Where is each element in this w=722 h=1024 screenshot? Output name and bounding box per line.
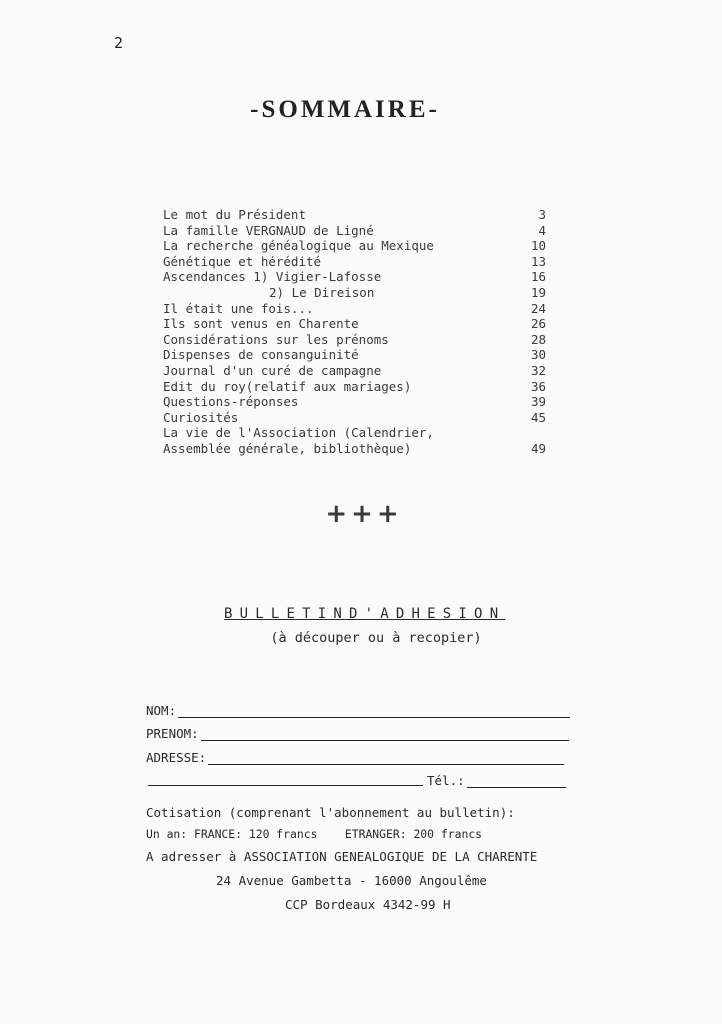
toc-entry-title: Génétique et hérédité (163, 253, 322, 269)
cotisation-text: Cotisation (comprenant l'abonnement au bulletin): (146, 805, 515, 820)
toc-entry-page: 3 (538, 207, 546, 222)
page-title: -SOMMAIRE- (250, 96, 440, 123)
bulletin-subtitle: (à découper ou à recopier) (270, 630, 482, 646)
prenom-label: PRENOM: (146, 726, 199, 741)
prenom-field[interactable] (146, 726, 569, 741)
page-number: 2 (114, 34, 124, 52)
separator-crosses: +++ (325, 499, 403, 529)
toc-entry-title: Dispenses de consanguinité (163, 347, 359, 363)
toc-entry-page: 10 (530, 238, 546, 254)
toc-entry-title: La vie de l'Association (Calendrier, (163, 425, 434, 441)
toc-entry-title: La famille VERGNAUD de Ligné (163, 222, 374, 238)
nom-line[interactable] (178, 705, 570, 718)
toc-entry-page: 39 (530, 394, 546, 410)
toc-entry-page: 26 (530, 316, 546, 332)
toc-entry (163, 254, 546, 270)
toc-entry (163, 441, 546, 457)
toc-entry-title: Le mot du Président (163, 207, 306, 222)
toc-entry-title: Il était une fois... (163, 300, 314, 316)
toc-entry-title: Ils sont venus en Charente (163, 316, 359, 332)
table-of-contents (163, 207, 546, 457)
adresse-line[interactable] (208, 752, 564, 765)
toc-entry (163, 332, 546, 348)
adresse-field[interactable] (146, 750, 564, 765)
toc-entry (163, 223, 546, 239)
address-line2-line[interactable] (148, 773, 423, 786)
toc-entry (163, 379, 546, 395)
toc-entry-page: 36 (530, 378, 546, 394)
address-line2-field[interactable] (146, 773, 423, 786)
toc-entry-title: 2) Le Direison (269, 284, 375, 300)
toc-entry-page: 32 (530, 362, 546, 378)
toc-entry-title: Journal d'un curé de campagne (163, 362, 382, 378)
toc-entry (163, 394, 546, 410)
toc-entry (163, 410, 546, 426)
toc-entry-title: Edit du roy(relatif aux mariages) (163, 378, 412, 394)
toc-entry (163, 238, 546, 254)
ccp-text: CCP Bordeaux 4342-99 H (285, 897, 451, 912)
toc-entry-page: 19 (530, 284, 546, 300)
tarifs-text: Un an: FRANCE: 120 francs ETRANGER: 200 francs (146, 827, 483, 841)
toc-entry-page (516, 425, 546, 441)
toc-entry (163, 363, 546, 379)
toc-entry-page: 45 (530, 409, 546, 425)
toc-entry-title: La recherche généalogique au Mexique (163, 238, 434, 254)
toc-entry-title: Assemblée générale, bibliothèque) (163, 440, 412, 456)
toc-entry-page: 4 (538, 222, 546, 238)
postal-address: 24 Avenue Gambetta - 16000 Angoulême (216, 873, 487, 888)
bulletin-title: BULLETIND'ADHESION (224, 606, 506, 622)
toc-entry-page: 28 (530, 331, 546, 347)
tel-line[interactable] (467, 775, 566, 788)
toc-entry-page: 30 (530, 347, 546, 363)
toc-entry (163, 301, 546, 317)
prenom-line[interactable] (201, 728, 569, 741)
nom-field[interactable] (146, 703, 570, 718)
toc-entry-title: Considérations sur les prénoms (163, 331, 389, 347)
tel-label: Tél.: (427, 773, 465, 788)
toc-entry (163, 285, 546, 301)
toc-entry (163, 425, 546, 441)
toc-entry (163, 207, 546, 223)
toc-entry-page: 16 (530, 269, 546, 285)
adresse-label: ADRESSE: (146, 750, 207, 765)
tel-field[interactable] (427, 773, 566, 788)
toc-entry-title: Questions-réponses (163, 394, 299, 410)
toc-entry (163, 316, 546, 332)
toc-entry-title: Curiosités (163, 409, 239, 425)
nom-label: NOM: (146, 703, 177, 718)
toc-entry-title: Ascendances 1) Vigier-Lafosse (163, 269, 382, 285)
toc-entry (163, 269, 546, 285)
send-to-text: A adresser à ASSOCIATION GENEALOGIQUE DE LA CHARENTE (146, 849, 538, 864)
toc-entry-page: 49 (530, 440, 546, 456)
toc-entry (163, 347, 546, 363)
toc-entry-page: 13 (530, 253, 546, 269)
toc-entry-page: 24 (530, 300, 546, 316)
